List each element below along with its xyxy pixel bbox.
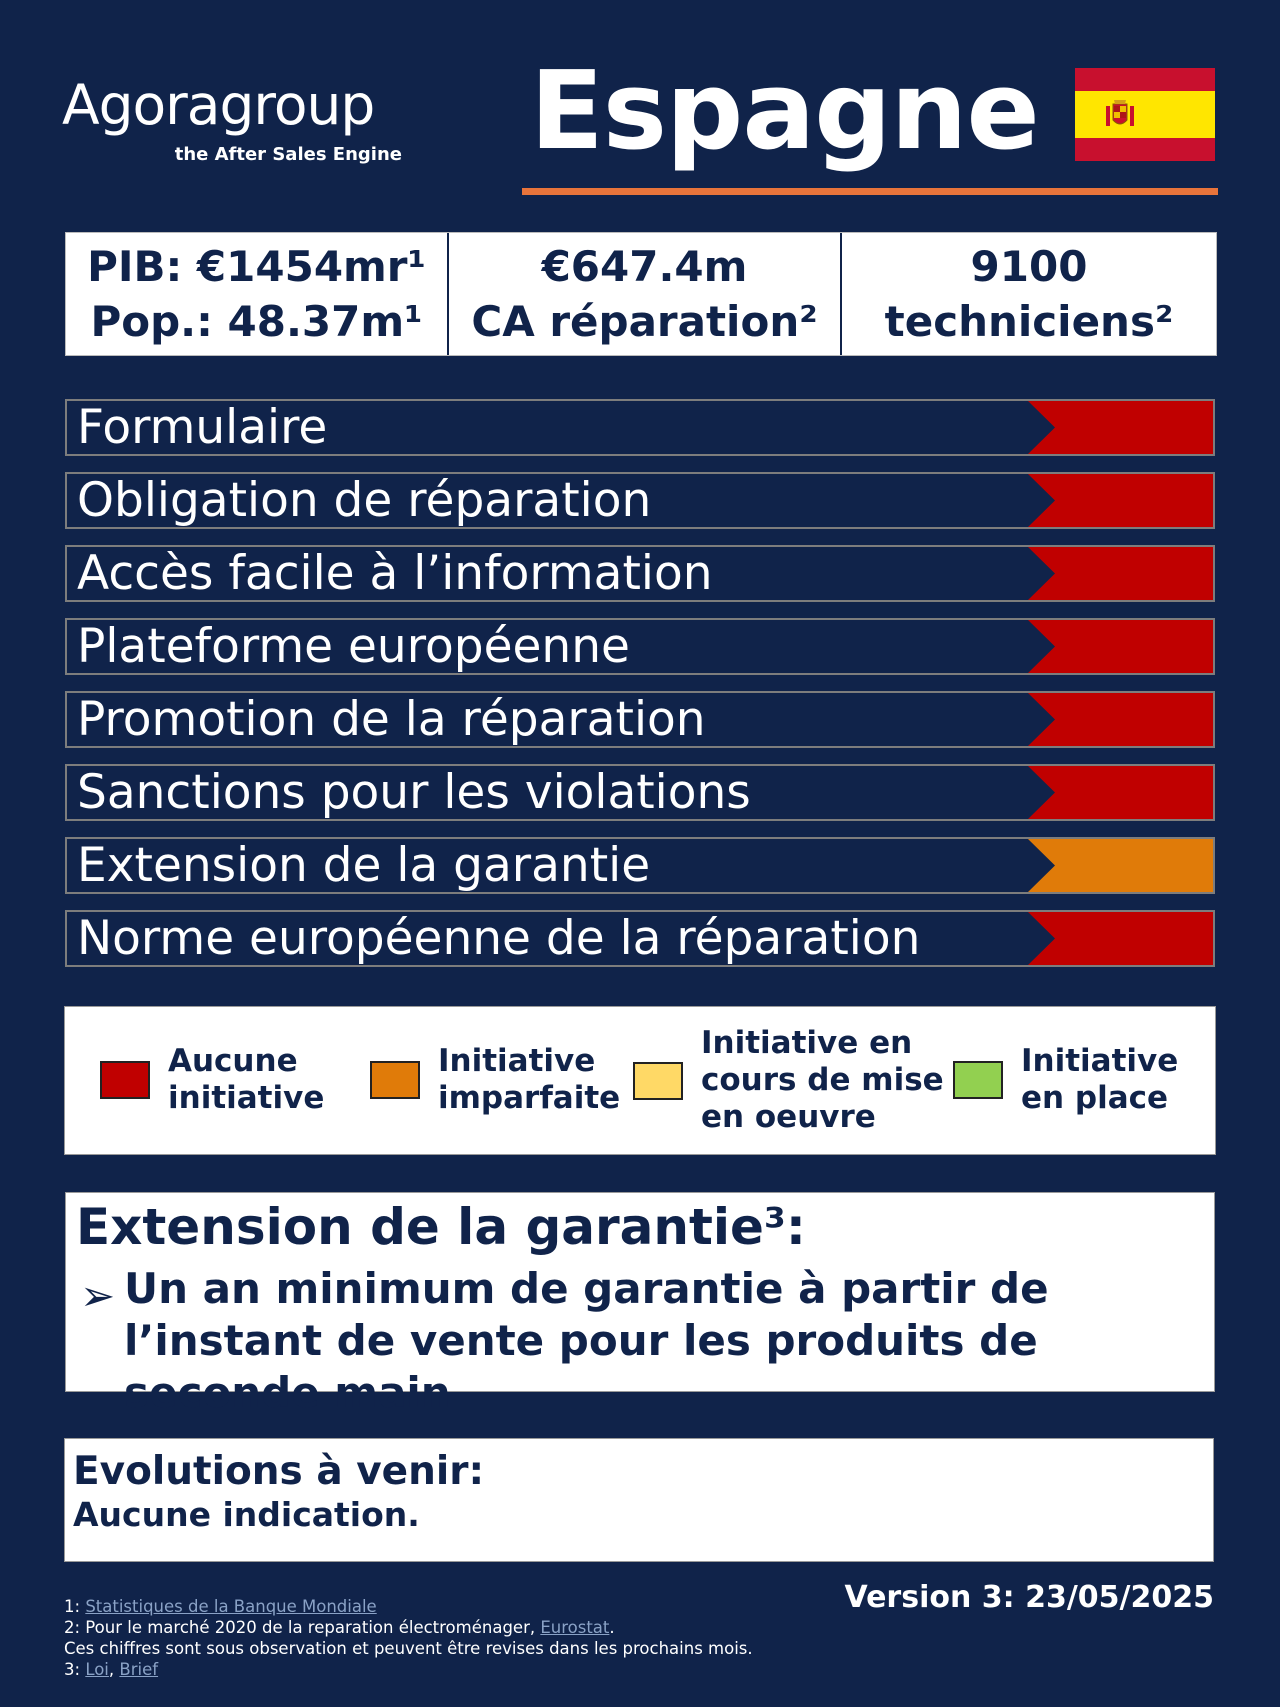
footnote-2-note: Ces chiffres sont sous observation et peuvent être revises dans les prochains mois. <box>64 1639 753 1658</box>
criterion-row <box>65 545 1215 602</box>
status-chevron-icon <box>1028 693 1213 746</box>
agoragroup-logo <box>62 73 402 178</box>
criterion-row <box>65 691 1215 748</box>
law-link[interactable]: Loi <box>85 1660 109 1679</box>
title-underline <box>522 188 1218 195</box>
footnotes <box>64 1596 753 1680</box>
criterion-label: Accès facile à l’information <box>77 546 713 601</box>
status-chevron-icon <box>1028 401 1213 454</box>
footnote-1 <box>64 1596 753 1617</box>
stat-line: techniciens² <box>884 297 1174 346</box>
criterion-label: Obligation de réparation <box>77 473 652 528</box>
footnote-prefix: 3: <box>64 1660 86 1679</box>
criterion-label: Plateforme européenne <box>77 619 630 674</box>
footnote-3 <box>64 1659 753 1680</box>
spain-flag-icon <box>1075 68 1215 161</box>
criterion-label: Formulaire <box>77 400 328 455</box>
warranty-text: Un an minimum de garantie à partir de l’instant de vente pour les produits de seconde main <box>124 1264 1049 1417</box>
legend-label: Initiative imparfaite <box>438 1043 621 1116</box>
stat-line: €647.4m <box>541 242 748 291</box>
criterion-label: Extension de la garantie <box>77 838 651 893</box>
legend-swatch <box>633 1062 683 1100</box>
criterion-row <box>65 618 1215 675</box>
legend-item <box>633 1025 944 1136</box>
legend-item <box>953 1037 1178 1123</box>
logo-tagline: the After Sales Engine <box>174 144 402 165</box>
legend-swatch <box>953 1061 1003 1099</box>
warranty-extension-box <box>65 1192 1215 1417</box>
stat-technicians <box>842 233 1216 355</box>
legend-label: Aucune initiative <box>168 1043 325 1116</box>
criterion-row <box>65 399 1215 456</box>
page-title: Espagne <box>530 49 1039 174</box>
footnote-prefix: 1: <box>64 1597 86 1616</box>
status-chevron-icon <box>1028 547 1213 600</box>
criterion-label: Sanctions pour les violations <box>77 765 751 820</box>
logo-text: Agoragroup <box>62 73 375 137</box>
stat-repair-revenue <box>449 233 842 355</box>
status-legend <box>64 1006 1216 1155</box>
criterion-row <box>65 910 1215 967</box>
brief-link[interactable]: Brief <box>119 1660 159 1679</box>
evolutions-heading: Evolutions à venir: <box>73 1449 485 1494</box>
eurostat-link[interactable]: Eurostat <box>540 1618 610 1637</box>
warranty-heading: Extension de la garantie³: <box>76 1198 806 1256</box>
legend-label: Initiative en place <box>1021 1043 1179 1116</box>
logo-wordmark <box>62 73 402 137</box>
footnote-prefix: 2: Pour le marché 2020 de la reparation électroménager, <box>64 1618 541 1637</box>
criterion-label: Norme européenne de la réparation <box>77 911 921 966</box>
criterion-label: Promotion de la réparation <box>77 692 706 747</box>
status-chevron-icon <box>1028 912 1213 965</box>
criterion-row <box>65 837 1215 894</box>
coat-of-arms-icon <box>1103 98 1137 132</box>
stat-line: PIB: €1454mr¹ <box>87 242 426 291</box>
status-chevron-icon <box>1028 474 1213 527</box>
stat-line: CA réparation² <box>471 297 818 346</box>
stat-line: 9100 <box>970 242 1088 291</box>
status-chevron-icon <box>1028 839 1213 892</box>
legend-item <box>370 1037 620 1123</box>
key-stats-panel <box>65 232 1217 356</box>
status-chevron-icon <box>1028 620 1213 673</box>
stat-line: Pop.: 48.37m¹ <box>90 297 423 346</box>
status-chevron-icon <box>1028 766 1213 819</box>
stat-gdp-population <box>66 233 449 355</box>
version-label: Version 3: 23/05/2025 <box>844 1580 1214 1615</box>
legend-swatch <box>370 1061 420 1099</box>
legend-swatch <box>100 1061 150 1099</box>
legend-label: Initiative en cours de mise en oeuvre <box>701 1025 944 1135</box>
criterion-row <box>65 764 1215 821</box>
footnote-separator: , <box>108 1660 120 1679</box>
world-bank-link[interactable]: Statistiques de la Banque Mondiale <box>85 1597 377 1616</box>
criteria-list <box>65 399 1215 983</box>
evolutions-text: Aucune indication. <box>73 1495 420 1534</box>
legend-item <box>100 1037 324 1123</box>
footnote-2 <box>64 1617 753 1638</box>
criterion-row <box>65 472 1215 529</box>
footnote-suffix: . <box>609 1618 615 1637</box>
arrow-bullet-icon: ➢ <box>80 1271 116 1320</box>
upcoming-evolutions-box <box>64 1438 1214 1562</box>
